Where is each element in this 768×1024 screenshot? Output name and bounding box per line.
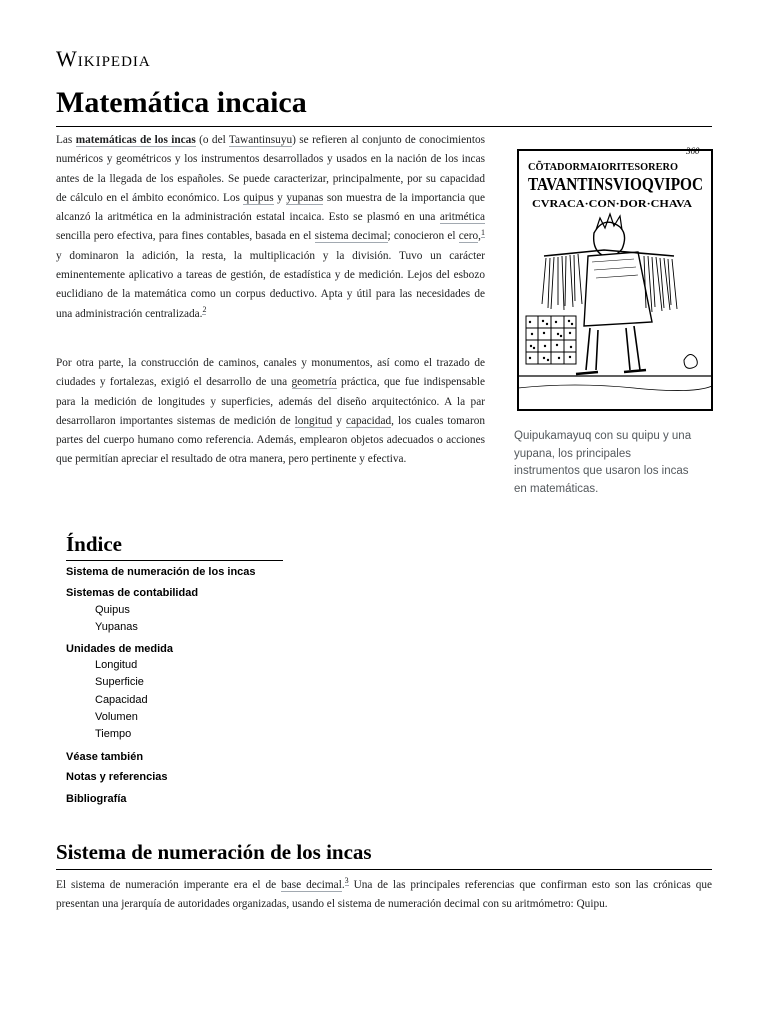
toc-heading: Índice (66, 532, 123, 556)
text-run: y (332, 414, 346, 427)
inline-link[interactable]: longitud (294, 414, 333, 427)
intro-paragraph-2-text (56, 354, 485, 470)
intro-paragraph-1 (56, 131, 485, 324)
text-run: El sistema de numeración imperante era el de (56, 879, 282, 891)
engraving-title-line-2: TAVANTINSVIOQVIPOC (528, 174, 703, 194)
text-run: , (478, 230, 481, 243)
toc-item-capacidad[interactable]: Capacidad (95, 694, 148, 706)
inline-link[interactable]: aritmética (439, 211, 485, 224)
figure-caption: Quipukamayuq con su quipu y una yupana, los principales instrumentos que usaron los incas en matemáticas. (514, 430, 692, 495)
section-paragraph-1 (56, 876, 712, 915)
inline-link[interactable]: cero (458, 230, 479, 243)
toc-item-unidades-de-medida[interactable]: Unidades de medida (66, 643, 173, 655)
text-run: ; conocieron el (387, 230, 459, 243)
text-run: , los cuales tomaron partes del cuerpo humano como referencia. Además, emplearon objetos adecuados o acciones que permitían apreciar el resultado de otra manera, pero pertinente y efectiva. (56, 414, 486, 466)
text-run: Las (56, 134, 76, 146)
inline-link[interactable]: yupanas (286, 191, 324, 204)
text-run: y dominaron la adición, la resta, la multiplicación y la división. Tuvo un carácter eminentemente aplicativo a tareas de gestión, de estadística y de medición. Lejos del esbozo euclidiano de la matemática como un corpus deductivo. Apta y útil para las necesidades de una administración centralizada. (56, 249, 485, 320)
section-heading-numeracion: Sistema de numeración de los incas (56, 840, 372, 864)
inline-link[interactable]: sistema decimal (314, 230, 388, 243)
toc-item-superficie[interactable]: Superficie (95, 676, 144, 688)
quipukamayuq-engraving[interactable] (514, 138, 713, 413)
text-run: son muestra de la importancia que alcanzó la aritmética en la administración estatal incaica. Esto se plasmó en una (56, 191, 486, 224)
text-run: (o del (195, 134, 229, 146)
toc-item-notas-y-referencias[interactable]: Notas y referencias (66, 771, 168, 783)
toc-item-sistema-de-numeracion[interactable]: Sistema de numeración de los incas (66, 566, 256, 578)
toc-item-sistemas-de-contabilidad[interactable]: Sistemas de contabilidad (66, 587, 199, 599)
inline-link[interactable]: quipus (243, 191, 274, 204)
text-run: y (273, 191, 287, 204)
section-paragraph-1-text (56, 876, 712, 915)
table-of-contents (66, 530, 283, 805)
text-run: ) se refieren al conjunto de conocimientos numéricos y geométricos y los instrumentos desarrollados y usados en la nación de los incas antes de la llegada de los españoles. Se puede caracterizar, principalmente, por su capacidad de cálculo en el ámbito económico. Los (56, 134, 486, 204)
text-run: Por otra parte, la construcción de caminos, canales y monumentos, así como el trazado de ciudades y fortalezas, exigió el desarrollo de una (56, 357, 485, 389)
text-run: práctica, que fue indispensable para la medición de longitudes y superficies, además del diseño arquitectónico. A la par desarrollaron importantes sistemas de medición de (56, 376, 485, 427)
inline-link[interactable]: capacidad (345, 414, 392, 427)
toc-item-vease-tambien[interactable]: Véase también (66, 751, 144, 763)
wikipedia-logo[interactable]: Wikipedia (56, 46, 151, 71)
page-title: Matemática incaica (56, 86, 307, 119)
title-divider (56, 126, 712, 127)
engraving-title-line-3: CVRACA·CON·DOR·CHAVA (532, 199, 693, 210)
text-run: Una de las principales referencias que confirman esto son las crónicas que presentan una jerarquía de autoridades organizadas, usando el sistema de numeración decimal con su aritmómetro: Quipu. (56, 879, 713, 911)
toc-item-bibliografia[interactable]: Bibliografía (66, 793, 127, 805)
reference-superscript[interactable]: 3 (344, 876, 349, 886)
engraving-title-line-1: CÕTADORMAIORITESORERO (528, 162, 674, 173)
intro-paragraph-1-text (56, 131, 485, 324)
toc-divider (66, 560, 283, 561)
toc-item-tiempo[interactable]: Tiempo (95, 728, 132, 740)
toc-item-volumen[interactable]: Volumen (95, 711, 138, 723)
inline-link[interactable]: Tawantinsuyu (228, 134, 293, 146)
toc-item-quipus[interactable]: Quipus (95, 604, 130, 616)
text-run: . (341, 879, 345, 891)
reference-superscript[interactable]: 2 (202, 304, 207, 314)
intro-paragraph-2 (56, 354, 485, 470)
infobox-figure (514, 138, 713, 498)
reference-superscript[interactable]: 1 (481, 227, 485, 237)
toc-item-yupanas[interactable]: Yupanas (95, 621, 138, 633)
inline-link[interactable]: geometría (291, 376, 337, 389)
inline-link[interactable]: matemáticas de los incas (75, 134, 196, 146)
inline-link[interactable]: base decimal (281, 879, 342, 891)
toc-item-longitud[interactable]: Longitud (95, 659, 138, 671)
section-divider (56, 869, 712, 870)
engraving-page-number: 360 (686, 146, 700, 156)
text-run: sencilla pero efectiva, para fines contables, basada en el (56, 230, 315, 243)
